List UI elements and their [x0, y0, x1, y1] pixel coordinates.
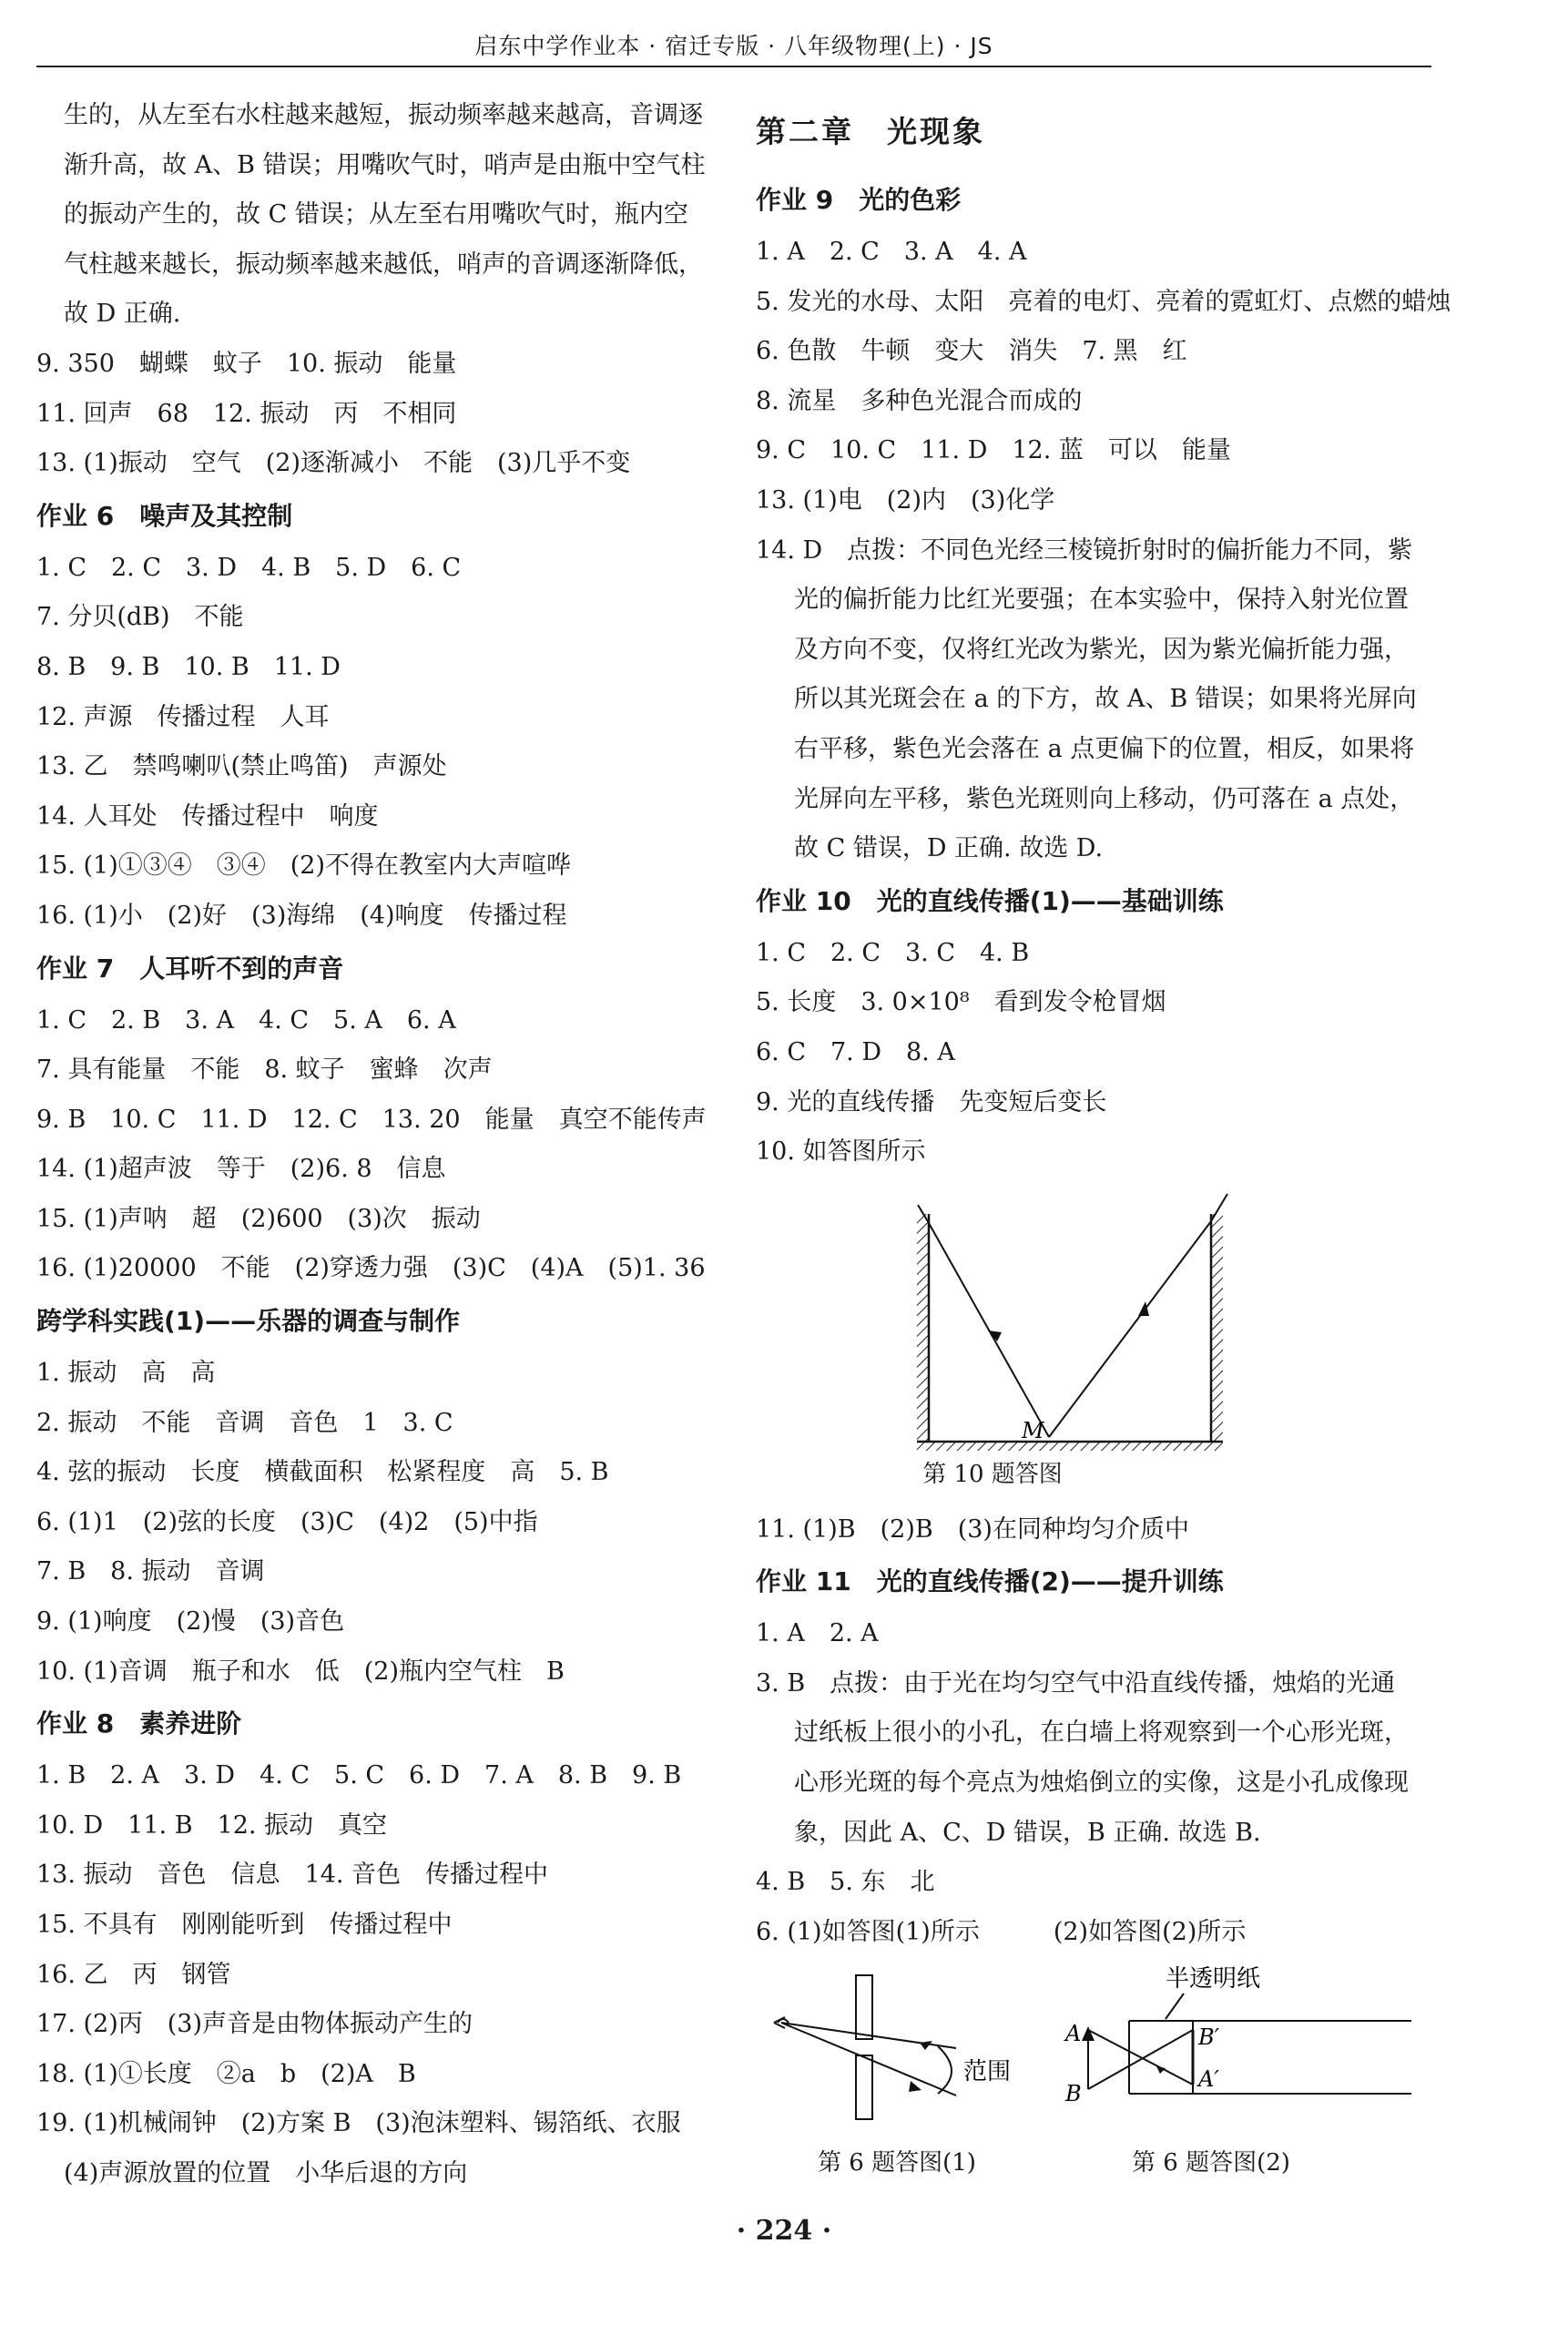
answer-line: 9. 光的直线传播 先变短后变长: [756, 1087, 1107, 1117]
board-bottom: [856, 2055, 872, 2119]
answer-line: 1. C 2. B 3. A 4. C 5. A 6. A: [36, 1005, 456, 1035]
answer-line: 3. B 点拨：由于光在均匀空气中沿直线传播，烛焰的光通: [756, 1668, 1396, 1698]
answer-line: 4. B 5. 东 北: [756, 1868, 935, 1897]
answer-line: 8. 流星 多种色光混合而成的: [756, 386, 1083, 415]
text-line: 心形光斑的每个亮点为烛焰倒立的实像，这是小孔成像现: [794, 1769, 1409, 1798]
figure-q6-2-caption: 第 6 题答图(2): [1132, 2149, 1290, 2177]
section-heading-hw8: 作业 8 素养进阶: [36, 1708, 242, 1739]
answer-line: 9. C 10. C 11. D 12. 蓝 可以 能量: [756, 436, 1231, 465]
figure-q6-1-diagram: [756, 1957, 1056, 2139]
object-arrow-head: [1082, 2026, 1095, 2041]
answer-line: 15. (1)声呐 超 (2)600 (3)次 振动: [36, 1204, 481, 1233]
figure-q6: [756, 1957, 1448, 2185]
answer-line: 5. 长度 3. 0×10⁸ 看到发令枪冒烟: [756, 988, 1166, 1017]
label-paper: 半透明纸: [1166, 1965, 1261, 1994]
text-line: 的振动产生的，故 C 错误；从左至右用嘴吹气时，瓶内空: [64, 200, 688, 229]
answer-line: 18. (1)①长度 ②a b (2)A B: [36, 2059, 416, 2088]
answer-line: 9. 350 蝴蝶 蚊子 10. 振动 能量: [36, 349, 457, 378]
answer-line: 1. 振动 高 高: [36, 1359, 216, 1388]
answer-line: 1. B 2. A 3. D 4. C 5. C 6. D 7. A 8. B 9. B: [36, 1761, 682, 1790]
answer-line: 10. (1)音调 瓶子和水 低 (2)瓶内空气柱 B: [36, 1657, 565, 1686]
answer-line: 12. 声源 传播过程 人耳: [36, 702, 330, 731]
text-line: 故 C 错误，D 正确. 故选 D.: [794, 834, 1104, 863]
label-a-prime: A′: [1198, 2066, 1219, 2093]
answer-line: 9. B 10. C 11. D 12. C 13. 20 能量 真空不能传声: [36, 1105, 707, 1134]
paper-pointer: [1166, 1994, 1184, 2019]
answer-line: 13. (1)电 (2)内 (3)化学: [756, 485, 1055, 515]
figure-q10-caption: 第 10 题答图: [922, 1460, 1063, 1488]
chapter-title: 第二章 光现象: [756, 114, 985, 149]
answer-line: 6. (1)如答图(1)所示 (2)如答图(2)所示: [756, 1917, 1247, 1946]
answer-line: 1. C 2. C 3. C 4. B: [756, 938, 1030, 967]
answer-line: 1. A 2. C 3. A 4. A: [756, 238, 1027, 266]
answer-line: 16. 乙 丙 钢管: [36, 1960, 231, 1989]
answer-line: 16. (1)小 (2)好 (3)海绵 (4)响度 传播过程: [36, 901, 567, 930]
section-heading-hw11: 作业 11 光的直线传播(2)——提升训练: [756, 1566, 1224, 1597]
text-line: 及方向不变，仅将红光改为紫光，因为紫光偏折能力强，: [794, 635, 1409, 664]
ray-reflected-2: [1049, 1221, 1211, 1437]
range-arc: [938, 2046, 952, 2094]
answer-line: 15. 不具有 刚刚能听到 传播过程中: [36, 1911, 453, 1939]
answer-line: 11. (1)B (2)B (3)在同种均匀介质中: [756, 1514, 1189, 1544]
section-heading-hw9: 作业 9 光的色彩: [756, 185, 962, 215]
page-header: 启东中学作业本 · 宿迁专版 · 八年级物理(上) · JS: [474, 33, 993, 59]
bottom-mirror-hatch: [917, 1442, 1223, 1451]
answer-line: 14. (1)超声波 等于 (2)6. 8 信息: [36, 1155, 446, 1184]
answer-line: 6. C 7. D 8. A: [756, 1037, 955, 1066]
answer-line: 7. 具有能量 不能 8. 蚊子 蜜蜂 次声: [36, 1055, 493, 1085]
answer-line: 5. 发光的水母、太阳 亮着的电灯、亮着的霓虹灯、点燃的蜡烛: [756, 287, 1451, 316]
section-heading-hw10: 作业 10 光的直线传播(1)——基础训练: [756, 885, 1224, 916]
figure-q6-2-diagram: [1047, 1957, 1411, 2139]
answer-line: 8. B 9. B 10. B 11. D: [36, 652, 341, 681]
answer-line: 13. 振动 音色 信息 14. 音色 传播过程中: [36, 1861, 549, 1890]
right-column: [756, 91, 1451, 2185]
answer-line: 7. B 8. 振动 音调: [36, 1557, 265, 1586]
answer-line: 17. (2)丙 (3)声音是由物体振动产生的: [36, 2010, 473, 2039]
ray-arrow-2: [1138, 1301, 1149, 1316]
answer-line: 1. C 2. C 3. D 4. B 5. D 6. C: [36, 553, 462, 582]
text-line: 右平移，紫色光会落在 a 点更偏下的位置，相反，如果将: [794, 734, 1415, 763]
label-a: A: [1065, 2021, 1082, 2047]
answer-line: 10. 如答图所示: [756, 1137, 926, 1167]
answer-line: 13. (1)振动 空气 (2)逐渐减小 不能 (3)几乎不变: [36, 449, 631, 478]
ray-lower: [781, 2023, 956, 2096]
section-heading-practice: 跨学科实践(1)——乐器的调查与制作: [36, 1306, 461, 1337]
label-b: B: [1065, 2081, 1082, 2107]
label-m: M: [1022, 1417, 1044, 1443]
header-rule: [36, 66, 1431, 67]
answer-line: 15. (1)①③④ ③④ (2)不得在教室内大声喧哗: [36, 851, 572, 881]
left-column: [36, 91, 738, 2199]
label-b-prime: B′: [1198, 2024, 1220, 2051]
page-number: · 224 ·: [736, 2215, 832, 2247]
text-line: 故 D 正确.: [64, 300, 181, 329]
answer-line: 14. D 点拨：不同色光经三棱镜折射时的偏折能力不同，紫: [756, 535, 1413, 565]
ray-reflected-1: [929, 1223, 1049, 1437]
figure-q6-1-caption: 第 6 题答图(1): [818, 2149, 976, 2177]
ray-upper: [781, 2023, 956, 2048]
answer-line: 13. 乙 禁鸣喇叭(禁止鸣笛) 声源处: [36, 752, 447, 781]
board-top: [856, 1975, 872, 2039]
text-line: 生的，从左至右水柱越来越短，振动频率越来越高，音调逐: [64, 101, 703, 129]
right-wall-hatch: [1211, 1214, 1223, 1442]
section-heading-hw6: 作业 6 噪声及其控制: [36, 500, 293, 531]
answer-line: 2. 振动 不能 音调 音色 1 3. C: [36, 1408, 453, 1437]
text-line: 光屏向左平移，紫色光斑则向上移动，仍可落在 a 点处，: [794, 784, 1415, 813]
ray-lower-arrow: [909, 2081, 921, 2092]
answer-line: 4. 弦的振动 长度 横截面积 松紧程度 高 5. B: [36, 1458, 609, 1487]
section-heading-hw7: 作业 7 人耳听不到的声音: [36, 953, 344, 984]
text-line: 所以其光斑会在 a 的下方，故 A、B 错误；如果将光屏向: [794, 685, 1417, 714]
answer-line: 11. 回声 68 12. 振动 丙 不相同: [36, 399, 457, 428]
figure-q10: [756, 1178, 1448, 1505]
answer-line: 6. 色散 牛顿 变大 消失 7. 黑 红: [756, 337, 1187, 366]
label-range: 范围: [963, 2058, 1012, 2086]
answer-line: 16. (1)20000 不能 (2)穿透力强 (3)C (4)A (5)1. 36: [36, 1254, 706, 1283]
text-line: 渐升高，故 A、B 错误；用嘴吹气时，哨声是由瓶中空气柱: [64, 150, 706, 179]
text-line: 象，因此 A、C、D 错误，B 正确. 故选 B.: [794, 1818, 1261, 1847]
figure-q10-diagram: [756, 1178, 1448, 1451]
answer-line: 9. (1)响度 (2)慢 (3)音色: [36, 1607, 345, 1637]
answer-line: (4)声源放置的位置 小华后退的方向: [64, 2158, 468, 2187]
left-wall-hatch: [917, 1214, 929, 1442]
answer-line: 6. (1)1 (2)弦的长度 (3)C (4)2 (5)中指: [36, 1507, 538, 1536]
answer-line: 14. 人耳处 传播过程中 响度: [36, 801, 379, 831]
answer-line: 7. 分贝(dB) 不能: [36, 603, 244, 632]
answer-line: 19. (1)机械闹钟 (2)方案 B (3)泡沫塑料、锡箔纸、衣服: [36, 2109, 681, 2138]
text-line: 过纸板上很小的小孔，在白墙上将观察到一个心形光斑，: [794, 1718, 1409, 1748]
answer-line: 1. A 2. A: [756, 1619, 879, 1648]
answer-line: 10. D 11. B 12. 振动 真空: [36, 1810, 388, 1840]
text-line: 光的偏折能力比红光要强；在本实验中，保持入射光位置: [794, 586, 1409, 615]
text-line: 气柱越来越长，振动频率越来越低，哨声的音调逐渐降低，: [64, 250, 703, 279]
